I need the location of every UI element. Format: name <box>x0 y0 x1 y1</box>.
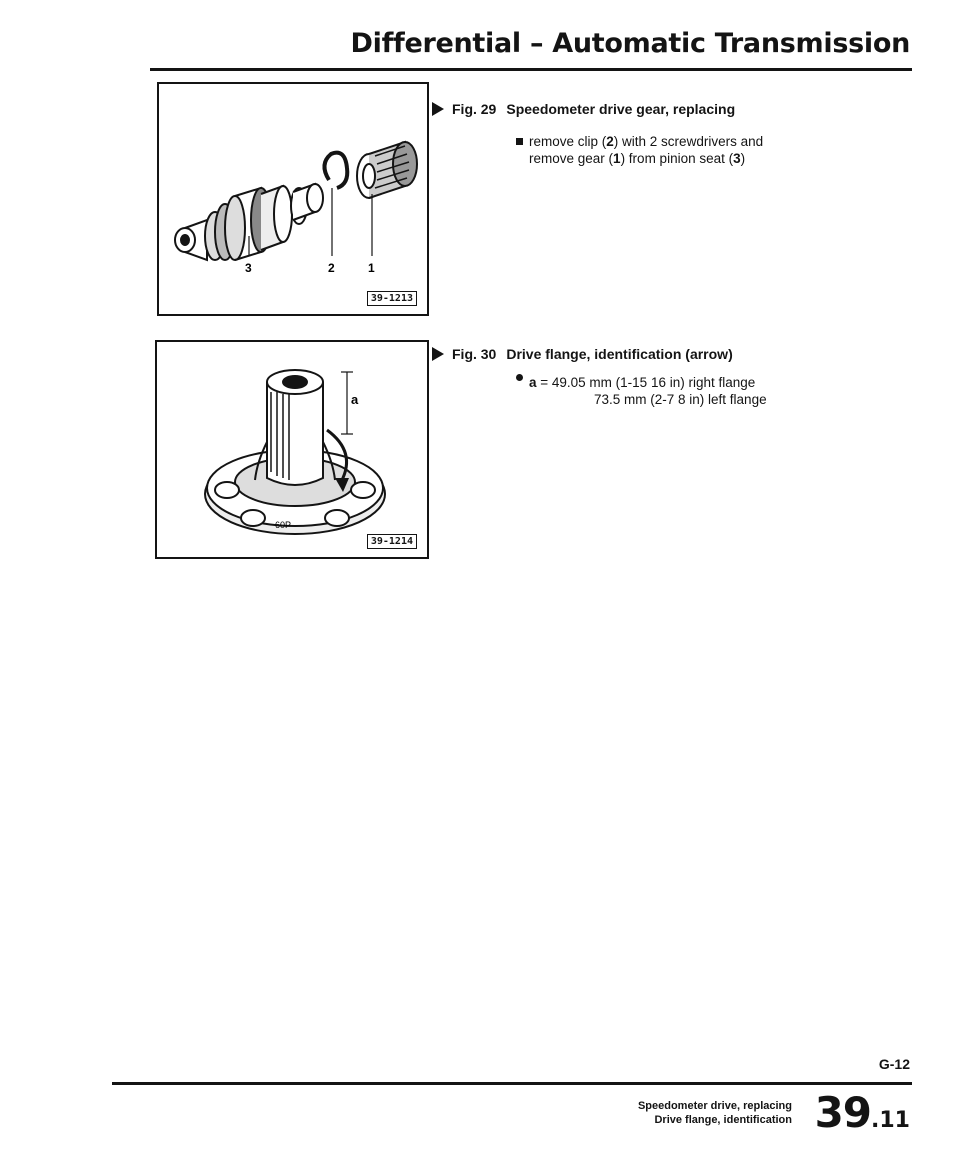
round-bullet-icon <box>516 374 523 381</box>
figure-title: Drive flange, identification (arrow) <box>506 346 733 362</box>
pointer-arrow-icon <box>432 102 444 116</box>
figure-29-instruction: remove clip (2) with 2 screwdrivers and remove gear (1) from pinion seat (3) <box>516 133 856 167</box>
figure-30-spec: a = 49.05 mm (1-15 16 in) right flange 73.5 mm (2-7 8 in) left flange <box>516 374 866 408</box>
footer-caption: Speedometer drive, replacing Drive flange, identification <box>637 1100 792 1126</box>
figure-code: 39-1213 <box>367 291 417 306</box>
square-bullet-icon <box>516 138 523 145</box>
section-number: 39.11 <box>814 1088 910 1137</box>
figure-29-heading <box>432 101 735 117</box>
figure-30-illustration <box>155 340 429 559</box>
figure-29-illustration <box>157 82 429 316</box>
callout-2: 2 <box>328 261 335 275</box>
figure-number: Fig. 29 <box>452 101 497 117</box>
flange-stamp: 60P <box>275 520 292 530</box>
figure-30-heading <box>432 346 733 362</box>
figure-title: Speedometer drive gear, replacing <box>506 101 736 117</box>
page-code: G-12 <box>878 1056 910 1072</box>
pointer-arrow-icon <box>432 347 444 361</box>
callout-1: 1 <box>368 261 375 275</box>
figure-code: 39-1214 <box>367 534 417 549</box>
dimension-label: a <box>351 392 359 407</box>
header-rule <box>150 68 912 71</box>
figure-number: Fig. 30 <box>452 346 497 362</box>
drive-flange-drawing <box>157 342 427 557</box>
page-title: Differential – Automatic Transmission <box>350 28 910 59</box>
footer-rule <box>112 1082 912 1085</box>
speedometer-gear-drawing <box>159 84 427 314</box>
callout-3: 3 <box>245 261 252 275</box>
